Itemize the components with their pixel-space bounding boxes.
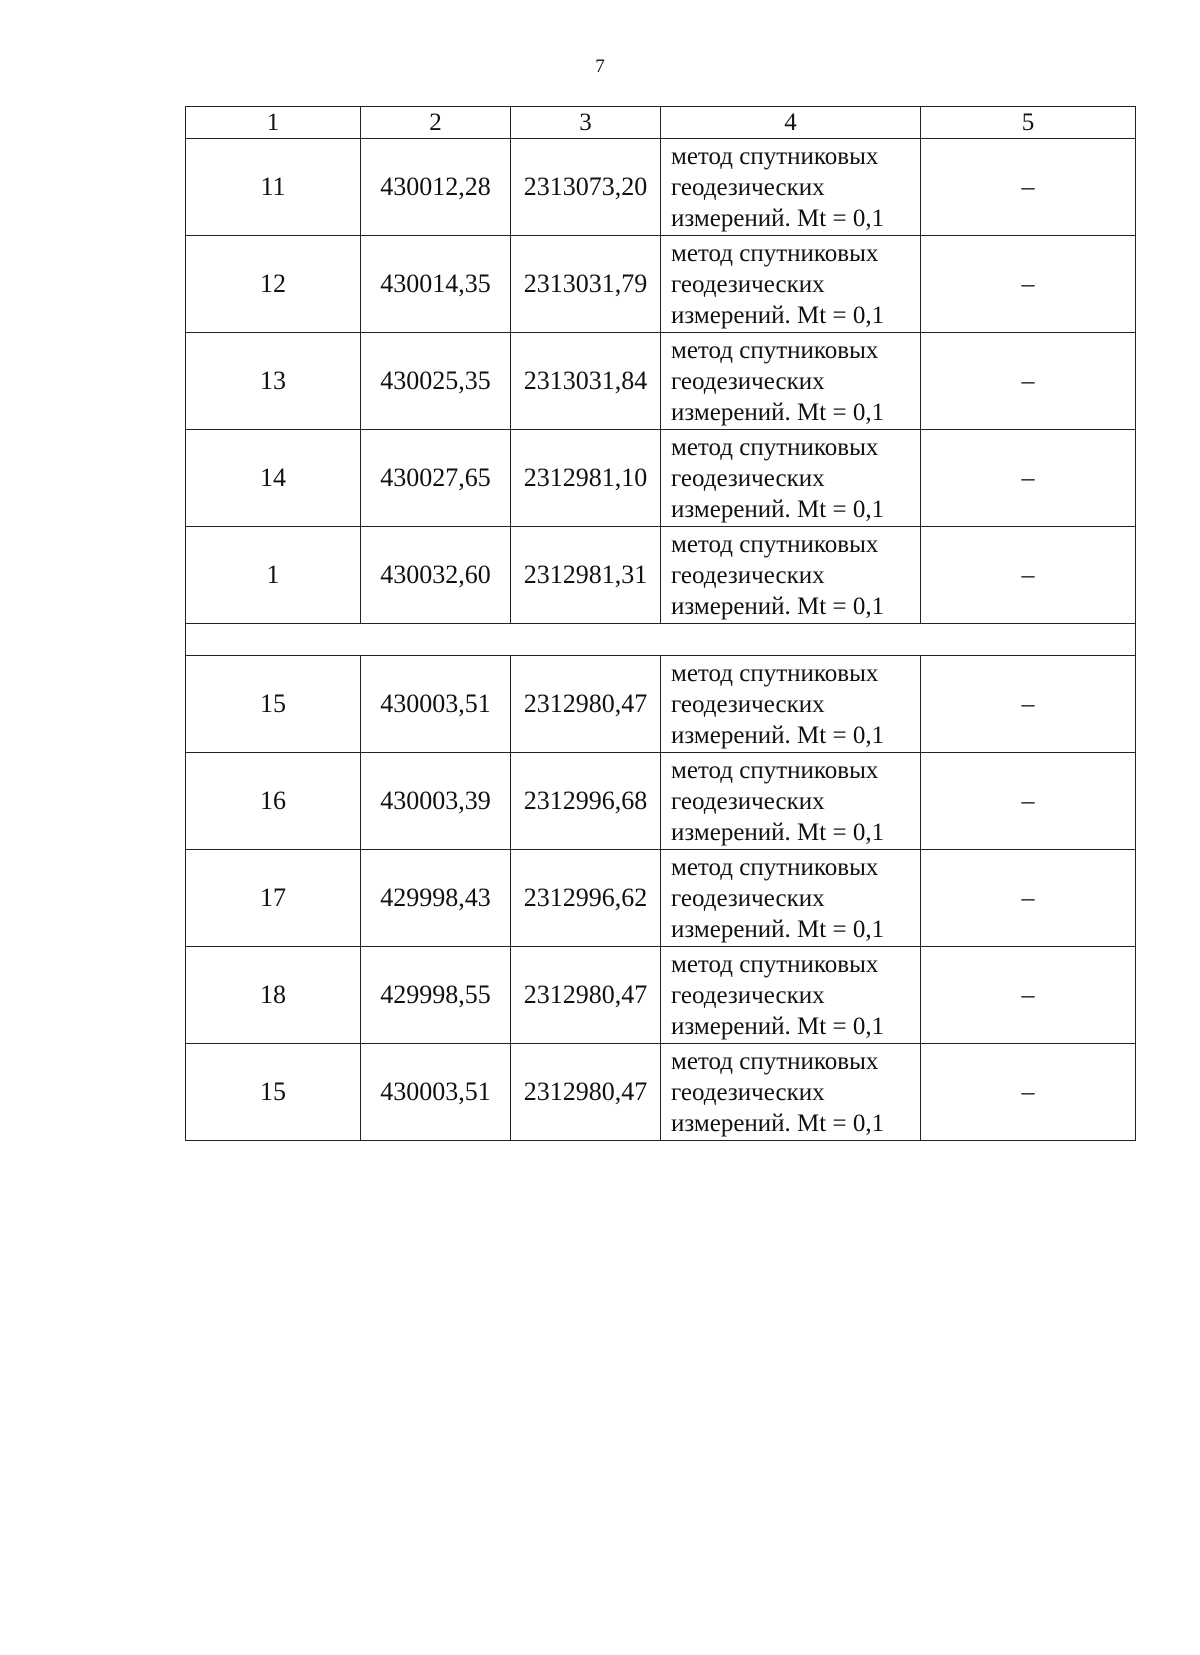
table-row xyxy=(186,333,1136,430)
table-row xyxy=(186,753,1136,850)
method-cell xyxy=(661,850,921,947)
table-row xyxy=(186,236,1136,333)
coordinate-y-cell: 2312980,47 xyxy=(511,656,661,753)
coordinate-x-cell: 430027,65 xyxy=(361,430,511,527)
coordinate-y-cell: 2312980,47 xyxy=(511,1044,661,1141)
method-text-line: геодезических xyxy=(671,464,825,492)
coordinate-x-cell: 430003,39 xyxy=(361,753,511,850)
coordinate-y-cell: 2313031,84 xyxy=(511,333,661,430)
method-text-line: геодезических xyxy=(671,1078,825,1106)
coordinate-y-cell: 2313031,79 xyxy=(511,236,661,333)
point-number-cell: 14 xyxy=(186,430,361,527)
separator-cell xyxy=(186,624,1136,656)
table-row xyxy=(186,430,1136,527)
method-text-line: измерений. Mt = 0,1 xyxy=(671,1012,885,1040)
point-number-cell: 13 xyxy=(186,333,361,430)
coordinate-y-cell: 2312996,68 xyxy=(511,753,661,850)
coordinates-table-body xyxy=(186,107,1136,1141)
method-cell xyxy=(661,430,921,527)
coordinate-y-cell: 2312981,10 xyxy=(511,430,661,527)
coordinate-x-cell: 429998,55 xyxy=(361,947,511,1044)
method-cell xyxy=(661,527,921,624)
method-text-line: измерений. Mt = 0,1 xyxy=(671,915,885,943)
table-row xyxy=(186,947,1136,1044)
method-text-line: метод спутниковых xyxy=(671,336,879,364)
coordinate-x-cell: 430003,51 xyxy=(361,656,511,753)
method-text-line: метод спутниковых xyxy=(671,433,879,461)
method-text-line: геодезических xyxy=(671,884,825,912)
header-cell-1: 1 xyxy=(186,107,361,139)
method-text-line: метод спутниковых xyxy=(671,950,879,978)
coordinate-x-cell: 429998,43 xyxy=(361,850,511,947)
point-number-cell: 18 xyxy=(186,947,361,1044)
note-cell: – xyxy=(921,236,1136,333)
method-text-line: геодезических xyxy=(671,690,825,718)
method-text-line: геодезических xyxy=(671,787,825,815)
method-text-line: измерений. Mt = 0,1 xyxy=(671,818,885,846)
coordinate-x-cell: 430032,60 xyxy=(361,527,511,624)
coordinate-x-cell: 430003,51 xyxy=(361,1044,511,1141)
header-cell-2: 2 xyxy=(361,107,511,139)
point-number-cell: 12 xyxy=(186,236,361,333)
table-row xyxy=(186,1044,1136,1141)
note-cell: – xyxy=(921,139,1136,236)
method-cell xyxy=(661,333,921,430)
separator-row xyxy=(186,624,1136,656)
method-text-line: метод спутниковых xyxy=(671,1047,879,1075)
header-cell-3: 3 xyxy=(511,107,661,139)
point-number-cell: 15 xyxy=(186,656,361,753)
coordinate-x-cell: 430025,35 xyxy=(361,333,511,430)
method-text-line: измерений. Mt = 0,1 xyxy=(671,301,885,329)
coordinate-y-cell: 2312996,62 xyxy=(511,850,661,947)
point-number-cell: 17 xyxy=(186,850,361,947)
note-cell: – xyxy=(921,656,1136,753)
note-cell: – xyxy=(921,333,1136,430)
method-text-line: метод спутниковых xyxy=(671,853,879,881)
header-cell-4: 4 xyxy=(661,107,921,139)
method-text-line: метод спутниковых xyxy=(671,659,879,687)
method-text-line: измерений. Mt = 0,1 xyxy=(671,398,885,426)
method-text-line: геодезических xyxy=(671,367,825,395)
point-number-cell: 11 xyxy=(186,139,361,236)
coordinate-y-cell: 2312980,47 xyxy=(511,947,661,1044)
method-text-line: измерений. Mt = 0,1 xyxy=(671,495,885,523)
method-cell xyxy=(661,1044,921,1141)
page-number: 7 xyxy=(595,56,605,77)
method-text-line: измерений. Mt = 0,1 xyxy=(671,592,885,620)
table-row xyxy=(186,850,1136,947)
point-number-cell: 1 xyxy=(186,527,361,624)
coordinate-y-cell: 2313073,20 xyxy=(511,139,661,236)
header-cell-5: 5 xyxy=(921,107,1136,139)
method-cell xyxy=(661,753,921,850)
method-text-line: метод спутниковых xyxy=(671,756,879,784)
point-number-cell: 15 xyxy=(186,1044,361,1141)
coordinate-y-cell: 2312981,31 xyxy=(511,527,661,624)
table-row xyxy=(186,139,1136,236)
method-cell xyxy=(661,656,921,753)
method-text-line: геодезических xyxy=(671,561,825,589)
method-text-line: измерений. Mt = 0,1 xyxy=(671,721,885,749)
note-cell: – xyxy=(921,430,1136,527)
note-cell: – xyxy=(921,753,1136,850)
method-text-line: измерений. Mt = 0,1 xyxy=(671,1109,885,1137)
table-row xyxy=(186,656,1136,753)
method-text-line: геодезических xyxy=(671,981,825,1009)
method-text-line: метод спутниковых xyxy=(671,530,879,558)
method-text-line: измерений. Mt = 0,1 xyxy=(671,204,885,232)
note-cell: – xyxy=(921,850,1136,947)
method-text-line: геодезических xyxy=(671,270,825,298)
note-cell: – xyxy=(921,527,1136,624)
note-cell: – xyxy=(921,947,1136,1044)
coordinate-x-cell: 430014,35 xyxy=(361,236,511,333)
coordinate-x-cell: 430012,28 xyxy=(361,139,511,236)
note-cell: – xyxy=(921,1044,1136,1141)
method-cell xyxy=(661,947,921,1044)
table-row xyxy=(186,527,1136,624)
coordinates-table xyxy=(185,106,1136,1141)
method-text-line: метод спутниковых xyxy=(671,239,879,267)
method-text-line: геодезических xyxy=(671,173,825,201)
method-cell xyxy=(661,236,921,333)
header-row xyxy=(186,107,1136,139)
method-cell xyxy=(661,139,921,236)
method-text-line: метод спутниковых xyxy=(671,142,879,170)
point-number-cell: 16 xyxy=(186,753,361,850)
